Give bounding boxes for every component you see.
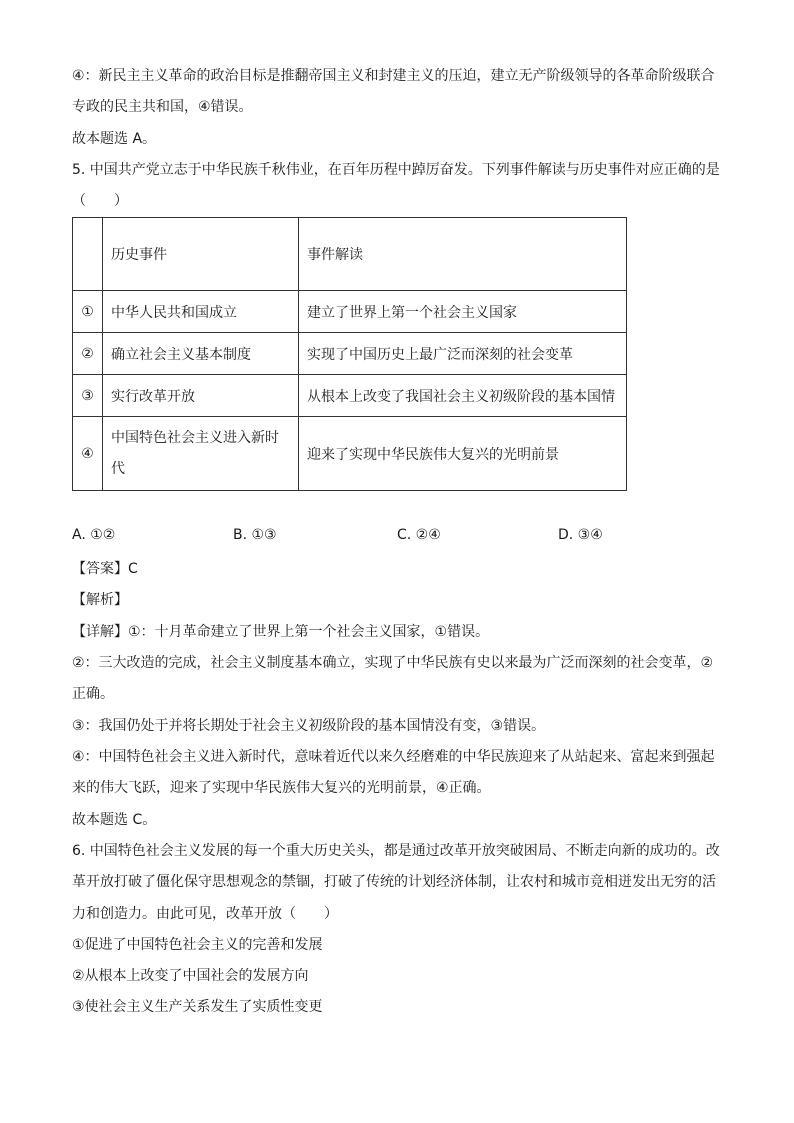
question-5-stem: 5. 中国共产党立志于中华民族千秋伟业，在百年历程中踔厉奋发。下列事件解读与历史事件对应正确的是 [72, 162, 720, 178]
row-num: ④ [73, 417, 103, 491]
text-line: 故本题选 A。 [72, 131, 157, 147]
statement-1: ①促进了中国特色社会主义的完善和发展 [72, 937, 323, 953]
option-c: C. ②④ [397, 527, 441, 543]
table-row [73, 333, 627, 375]
row-event: 实行改革开放 [103, 375, 299, 417]
table-header-row [73, 218, 627, 291]
text-line: ④：中国特色社会主义进入新时代，意味着近代以来久经磨难的中华民族迎来了从站起来、富起来到强起 [72, 749, 715, 765]
row-event: 中国特色社会主义进入新时代 [103, 417, 299, 491]
analysis-heading: 【解析】 [72, 592, 128, 608]
text-line: 专政的民主共和国，④错误。 [72, 99, 253, 115]
question-5-options [72, 527, 722, 549]
text-line: ③：我国仍处于并将长期处于社会主义初级阶段的基本国情没有变，③错误。 [72, 718, 546, 734]
row-num: ③ [73, 375, 103, 417]
statement-3: ③使社会主义生产关系发生了实质性变更 [72, 999, 323, 1015]
text-line: 【详解】①：十月革命建立了世界上第一个社会主义国家，①错误。 [72, 624, 490, 640]
text-line: ②：三大改造的完成，社会主义制度基本确立，实现了中华民族有史以来最为广泛而深刻的社会变革，② [72, 655, 714, 671]
option-b: B. ①③ [233, 527, 277, 543]
table-row [73, 375, 627, 417]
text-line: 革开放打破了僵化保守思想观念的禁锢，打破了传统的计划经济体制，让农村和城市竞相迸发出无穷的活 [72, 874, 716, 890]
question-5-blank: （ ） [72, 193, 128, 209]
row-event: 确立社会主义基本制度 [103, 333, 299, 375]
table-header-num [73, 218, 103, 291]
table-row [73, 417, 627, 491]
text-line: 故本题选 C。 [72, 812, 157, 828]
text-line: ④：新民主主义革命的政治目标是推翻帝国主义和封建主义的压迫，建立无产阶级领导的各革命阶级联合 [72, 68, 715, 84]
text-line: 力和创造力。由此可见，改革开放（ ） [72, 906, 338, 922]
option-d: D. ③④ [558, 527, 603, 543]
table-row [73, 291, 627, 333]
row-interp: 建立了世界上第一个社会主义国家 [299, 291, 627, 333]
statement-2: ②从根本上改变了中国社会的发展方向 [72, 968, 309, 984]
answer-line: 【答案】C [72, 561, 138, 577]
row-interp: 从根本上改变了我国社会主义初级阶段的基本国情 [299, 375, 627, 417]
row-num: ② [73, 333, 103, 375]
row-interp: 实现了中国历史上最广泛而深刻的社会变革 [299, 333, 627, 375]
row-event: 中华人民共和国成立 [103, 291, 299, 333]
option-a: A. ①② [72, 527, 116, 543]
row-interp: 迎来了实现中华民族伟大复兴的光明前景 [299, 417, 627, 491]
text-line: 来的伟大飞跃，迎来了实现中华民族伟大复兴的光明前景，④正确。 [72, 780, 491, 796]
question-6-stem: 6. 中国特色社会主义发展的每一个重大历史关头，都是通过改革开放突破困局、不断走向新的成功的。改 [72, 843, 720, 859]
text-line: 正确。 [72, 686, 114, 702]
row-num: ① [73, 291, 103, 333]
question-5-table [72, 217, 627, 491]
table-header-event: 历史事件 [103, 218, 299, 291]
table-header-interp: 事件解读 [299, 218, 627, 291]
